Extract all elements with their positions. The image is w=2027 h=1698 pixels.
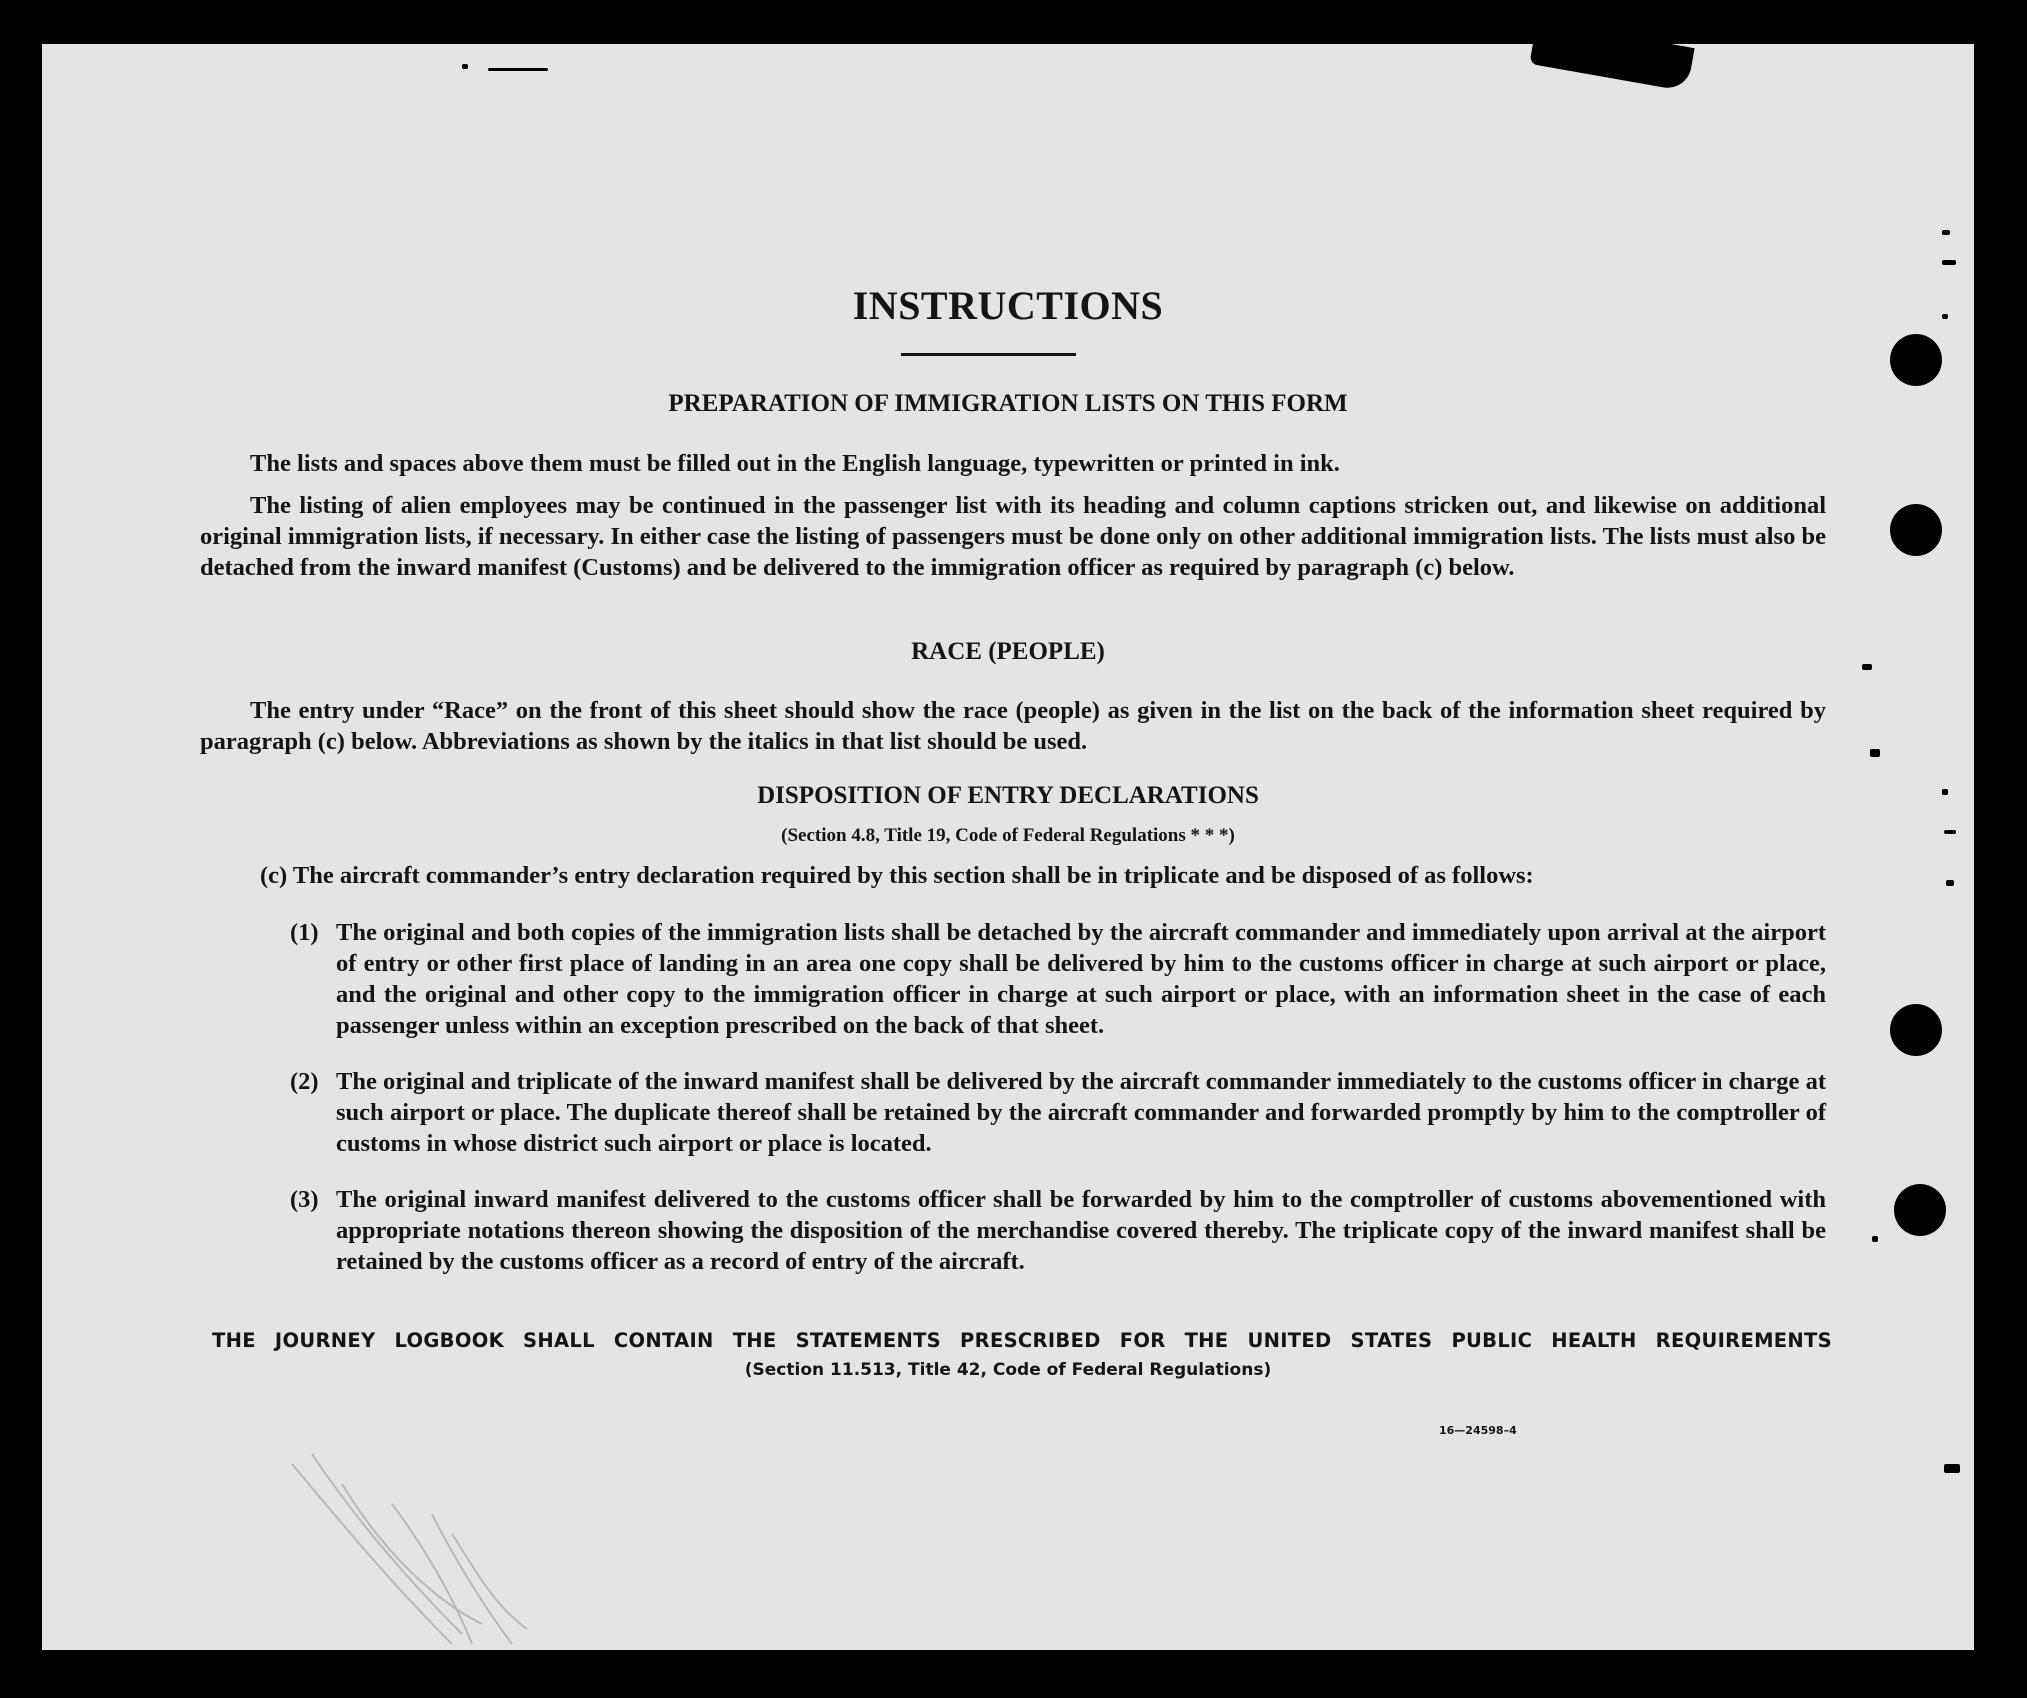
ink-speck: [1942, 260, 1956, 265]
preparation-paragraph-1: The lists and spaces above them must be filled out in the English language, typewritten or printed in ink.: [250, 450, 1340, 477]
ink-speck: [1944, 1464, 1960, 1473]
document-page: [42, 44, 1974, 1650]
disposition-item-3: [290, 1184, 1826, 1277]
public-health-statement: THE JOURNEY LOGBOOK SHALL CONTAIN THE STATEMENTS PRESCRIBED FOR THE UNITED STATES PUBLIC HEALTH REQUIREMENTS: [212, 1329, 1832, 1352]
disposition-intro: (c) The aircraft commander’s entry declaration required by this section shall be in triplicate and be disposed of as follows:: [260, 862, 1534, 889]
item-text: The original and triplicate of the inward manifest shall be delivered by the aircraft commander immediately to the customs officer in charge at such airport or place. The duplicate thereof shall be retained by the aircraft commander and forwarded promptly by him to the comptroller of customs in whose district such airport or place is located.: [336, 1068, 1826, 1157]
disposition-item-2: [290, 1066, 1826, 1159]
ink-speck: [1872, 1236, 1878, 1242]
punch-hole: [1890, 504, 1942, 556]
item-text: The original and both copies of the immigration lists shall be detached by the aircraft commander and immediately upon arrival at the airport of entry or other first place of landing in an area one copy shall be delivered by him to the customs officer in charge at such airport or place, and the original and other copy to the immigration officer in charge at such airport or place, with an information sheet in the case of each passenger unless within an exception prescribed on the back of that sheet.: [336, 919, 1826, 1039]
title-underline: [901, 353, 1076, 356]
form-number: 16—24598–4: [1439, 1424, 1517, 1437]
item-number: (2): [290, 1068, 319, 1095]
ink-speck: [462, 64, 468, 69]
punch-hole: [1890, 1004, 1942, 1056]
disposition-citation: (Section 4.8, Title 19, Code of Federal Regulations * * *): [781, 825, 1235, 846]
preparation-heading: PREPARATION OF IMMIGRATION LISTS ON THIS FORM: [668, 390, 1348, 417]
item-number: (3): [290, 1186, 319, 1213]
race-heading: RACE (PEOPLE): [911, 638, 1105, 665]
ink-speck: [1870, 749, 1880, 757]
torn-edge: [1529, 20, 1694, 91]
ink-speck: [488, 68, 548, 71]
item-text: The original inward manifest delivered to the customs officer shall be forwarded by him to the comptroller of customs abovementioned with appropriate notations thereon showing the disposition of the merchandise covered thereby. The triplicate copy of the inward manifest shall be retained by the customs officer as a record of entry of the aircraft.: [336, 1186, 1826, 1275]
punch-hole: [1894, 1184, 1946, 1236]
preparation-paragraph-2: The listing of alien employees may be continued in the passenger list with its heading and column captions stricken out, and likewise on additional original immigration lists, if necessary. In either case the listing of passengers must be done only on other additional immigration lists. The lists must also be detached from the inward manifest (Customs) and be delivered to the immigration officer as required by paragraph (c) below.: [200, 492, 1826, 581]
pencil-marks: [282, 1444, 542, 1654]
disposition-item-1: [290, 917, 1826, 1041]
ink-speck: [1942, 230, 1950, 235]
disposition-heading: DISPOSITION OF ENTRY DECLARATIONS: [757, 782, 1259, 809]
public-health-citation: (Section 11.513, Title 42, Code of Federal Regulations): [744, 1360, 1272, 1380]
race-paragraph: The entry under “Race” on the front of this sheet should show the race (people) as given in the list on the back of the information sheet required by paragraph (c) below. Abbreviations as shown by the italics in that list should be used.: [200, 697, 1826, 755]
punch-hole: [1890, 334, 1942, 386]
item-number: (1): [290, 919, 319, 946]
page-title: INSTRUCTIONS: [852, 283, 1164, 328]
ink-speck: [1946, 880, 1954, 886]
